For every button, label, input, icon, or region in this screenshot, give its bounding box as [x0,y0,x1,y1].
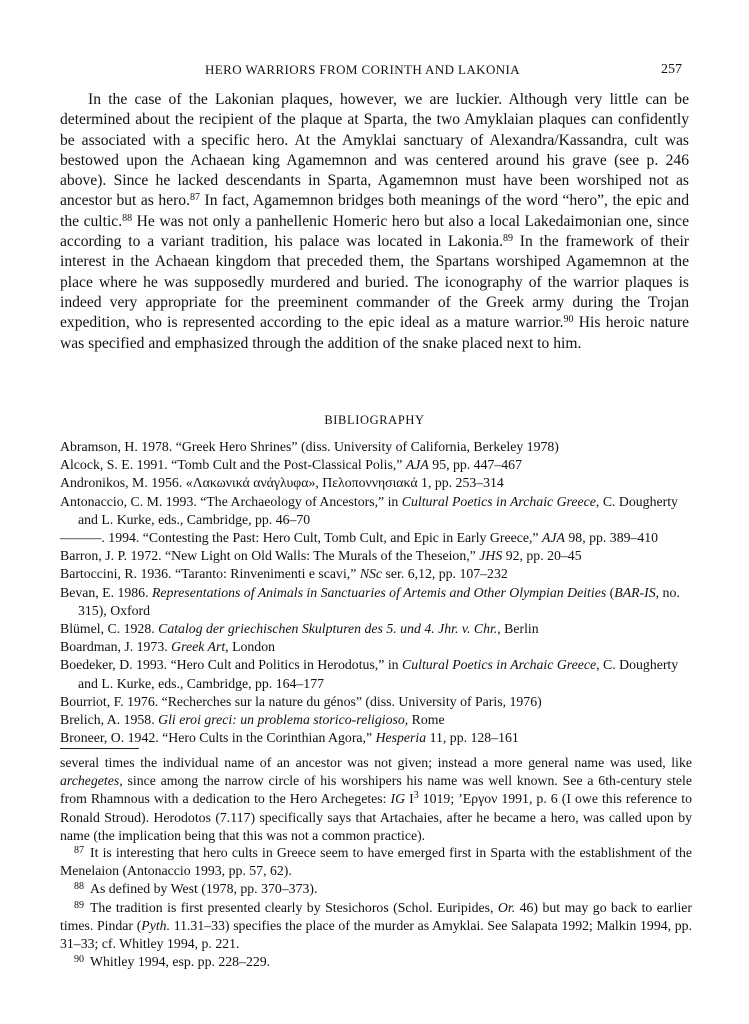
body-text-segment: His heroic nature was specified and emphasized through the addition of the snake placed next to him. [60,314,689,352]
bibliography-entry: Andronikos, M. 1956. «Λακωνικά ανάγλυφα», Πελοποννησιακά 1, pp. 253–314 [60,475,504,491]
footnote-87: $^{87}$ It is interesting that hero cults in Greece seem to have emerged first in Sparta with the establishment of the Menelaion (Antonaccio 1993, pp. 57, 62). [60,845,692,879]
footnote-separator [60,748,139,749]
footnote-ref-87: 87 [190,192,200,204]
footnote-number: 90 [74,954,84,966]
bibliography-entry: Abramson, H. 1978. “Greek Hero Shrines” (diss. University of California, Berkeley 1978) [60,439,559,454]
page-number: 257 [661,62,682,77]
footnote-number: 89 [74,899,84,911]
footnote-continuation: several times the individual name of an ancestor was not given; instead a more general name was used, like archegetes, since among the narrow circle of his worshipers his name was well known. See a 6th-century stele from Rhamnous with a dedication to the Hero Archegetes: IG $I^3$ 1019; ʼΕργον 1991, p. 6 (I owe this reference to Ronald Stroud). Herodotos (7.117) specifically says that Artachaies, after he became a hero, was called upon by name (the implication being that this was not a common practice). [60,755,692,843]
body-text-segment: He was not only a panhellenic Homeric hero but also a local Lakedaimonian one, since according to a variant tradition, his palace was located in Lakonia. [60,212,690,251]
footnote-88: $^{88}$ As defined by West (1978, pp. 370–373). [74,881,318,897]
footnote-90: $^{90}$ Whitley 1994, esp. pp. 228–229. [74,954,271,970]
bibliography-list [60,438,692,747]
bibliography-entry: Boedeker, D. 1993. “Hero Cult and Politics in Herodotus,” in Cultural Poetics in Archaic Greece, C. Dougherty and L. Kurke, eds., Cambridge, pp. 164–177 [60,657,679,691]
bibliography-entry: Barron, J. P. 1972. “New Light on Old Walls: The Murals of the Theseion,” JHS 92, pp. 20–45 [60,548,582,564]
bibliography-entry: Broneer, O. 1942. “Hero Cults in the Corinthian Agora,” Hesperia 11, pp. 128–161 [60,730,519,746]
footnote-ref-90: 90 [563,314,574,326]
footnote-ref-89: 89 [502,233,513,245]
body-text-segment: In the case of the Lakonian plaques, however, we are luckier. Although very little can be determined about the recipient of the plaque at Sparta, the two Amyklaian plaques can confidently be associated with a specific hero. At the Amyklai sanctuary of Alexandra/Kassandra, cult was bestowed upon the Achaean king Agamemnon and was centered around his grave (see p. 246 above). Since he lacked descendants in Sparta, Agamemnon must have been worshiped not as ancestor but as hero. [60,91,689,210]
body-text-segment: In fact, Agamemnon bridges both meanings of the word “hero”, the epic and the cultic. [60,192,690,230]
bibliography-heading: BIBLIOGRAPHY [324,413,425,427]
footnote-number: 88 [74,881,84,893]
body-paragraph [60,90,689,354]
bibliography-entry: Boardman, J. 1973. Greek Art, London [60,639,275,655]
bibliography-entry: ———. 1994. “Contesting the Past: Hero Cult, Tomb Cult, and Epic in Early Greece,” AJA 98, pp. 389–410 [60,530,659,546]
footnote-89: $^{89}$ The tradition is first presented clearly by Stesichoros (Schol. Euripides, Or. 46) but may go back to earlier times. Pindar (Pyth. 11.31–33) specifies the place of the murder as Amyklai. See Salapata 1992; Malkin 1994, pp. 31–33; cf. Whitley 1994, p. 221. [60,899,692,952]
footnote-ref-88: 88 [122,212,133,224]
bibliography-entry: Bevan, E. 1986. Representations of Animals in Sanctuaries of Artemis and Other Olympian Deities (BAR-IS, no. 315), Oxford [60,584,680,618]
bibliography-entry: Bourriot, F. 1976. “Recherches sur la nature du génos” (diss. University of Paris, 1976) [60,693,542,709]
footnote-list [60,844,692,971]
body-text-segment: In the framework of their interest in the Achaean kingdom that preceded them, the Spartans worshiped Agamemnon at the place where he was supposedly murdered and buried. The iconography of the warrior plaques is indeed very appropriate for the preeminent commander of the Greek army during the Trojan expedition, who is represented according to the epic ideal as a mature warrior. [60,233,689,332]
running-head [0,62,749,82]
running-head-title: HERO WARRIORS FROM CORINTH AND LAKONIA [205,62,521,77]
bibliography-entry: Bartoccini, R. 1936. “Taranto: Rinvenimenti e scavi,” NSc ser. 6,12, pp. 107–232 [60,566,508,582]
bibliography-entry: Brelich, A. 1958. Gli eroi greci: un problema storico-religioso, Rome [60,712,445,728]
bibliography-entry: Antonaccio, C. M. 1993. “The Archaeology of Ancestors,” in Cultural Poetics in Archaic Greece, C. Dougherty and L. Kurke, eds., Cambridge, pp. 46–70 [60,493,678,527]
footnote-number: 87 [74,845,84,856]
bibliography-entry: Alcock, S. E. 1991. “Tomb Cult and the Post-Classical Polis,” AJA 95, pp. 447–467 [60,457,522,473]
bibliography-entry: Blümel, C. 1928. Catalog der griechischen Skulpturen des 5. und 4. Jhr. v. Chr., Berlin [60,621,539,637]
